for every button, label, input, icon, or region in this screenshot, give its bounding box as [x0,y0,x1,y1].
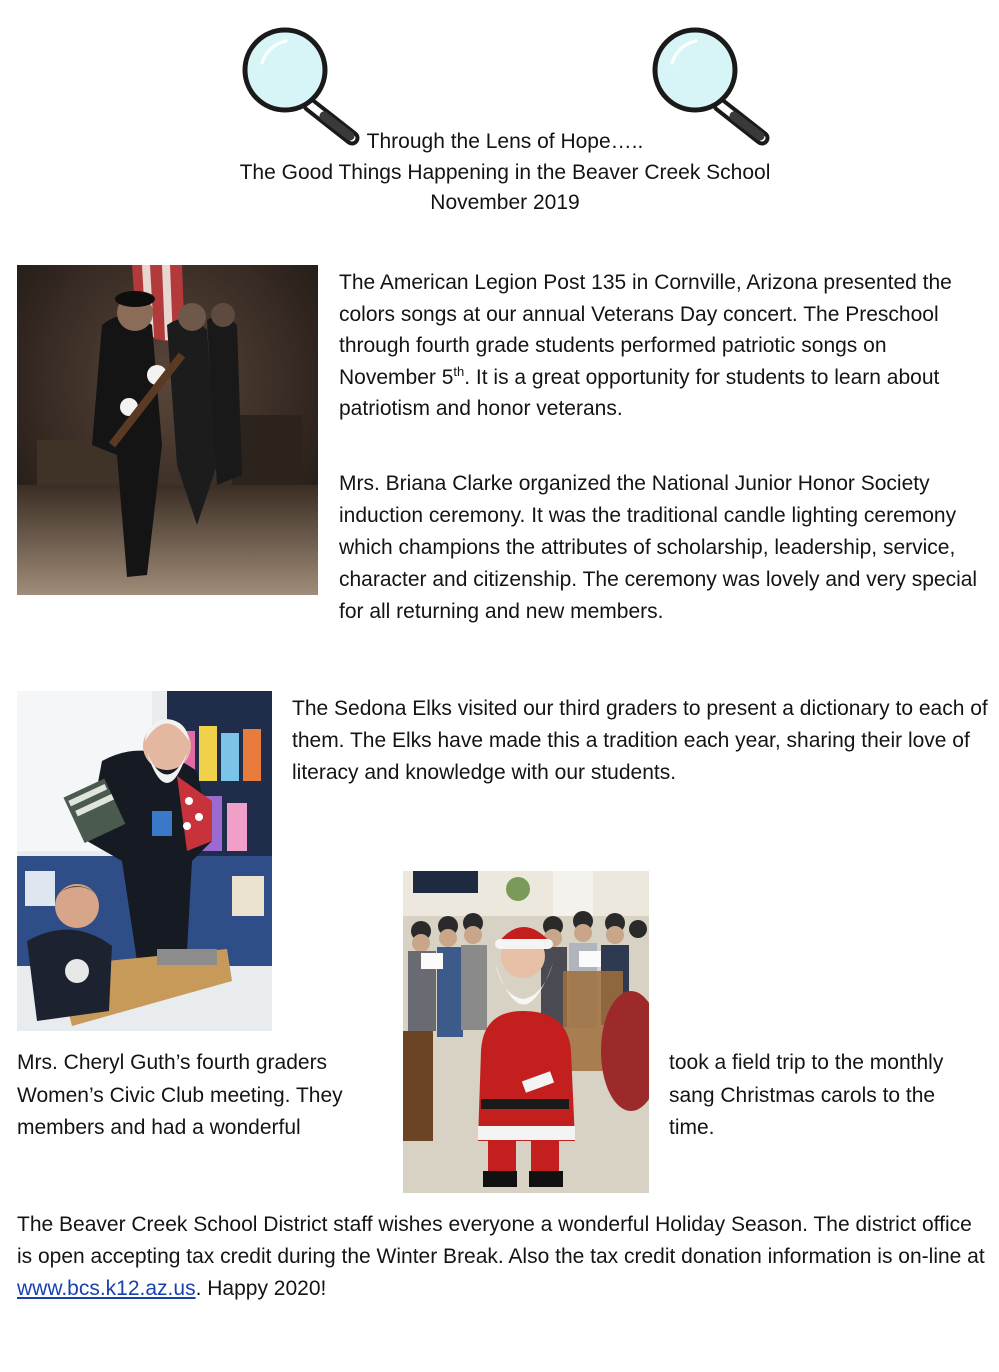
article-sedona-elks: The Sedona Elks visited our third graders to present a dictionary to each of them. The Elks have made this a tradition each year, sharing their love of literacy and knowledge with our students. [292,697,988,784]
article-honor-society: Mrs. Briana Clarke organized the National Junior Honor Society induction ceremony. It was the traditional candle lighting ceremony which champions the attributes of scholarship, leadership, service, character and citizenship. The ceremony was lovely and very special for all returning and new members. [339,472,978,623]
holiday-message: The Beaver Creek School District staff wishes everyone a wonderful Holiday Season. The district office is open accepting tax credit during the Winter Break. Also the tax credit donation information is on-line at www.bcs.k12.az.us. Happy 2020! [17,1213,985,1300]
superscript-suffix: th [453,363,465,379]
header-subtitle: The Good Things Happening in the Beaver Creek School [239,160,771,184]
header-title: Through the Lens of Hope….. [366,130,644,153]
newsletter-header [150,127,860,219]
article-field-trip-right: took a field trip to the monthly sang Christmas carols to the time. [669,1051,944,1139]
santa-carolers-photo [403,871,649,1193]
article-veterans-day: The American Legion Post 135 in Cornville, Arizona presented the colors songs at our annual Veterans Day concert. The Preschool through fourth grade students performed patriotic songs on November 5th. It is a great opportunity for students to learn about patriotism and honor veterans. [339,271,952,420]
color-guard-photo [17,265,318,595]
elks-volunteer-photo [17,691,272,1031]
header-date: November 2019 [430,191,580,214]
article-field-trip-left: Mrs. Cheryl Guth’s fourth graders Women’s Civic Club meeting. They members and had a wonderful [17,1051,343,1139]
district-website-link[interactable]: www.bcs.k12.az.us [17,1277,196,1300]
